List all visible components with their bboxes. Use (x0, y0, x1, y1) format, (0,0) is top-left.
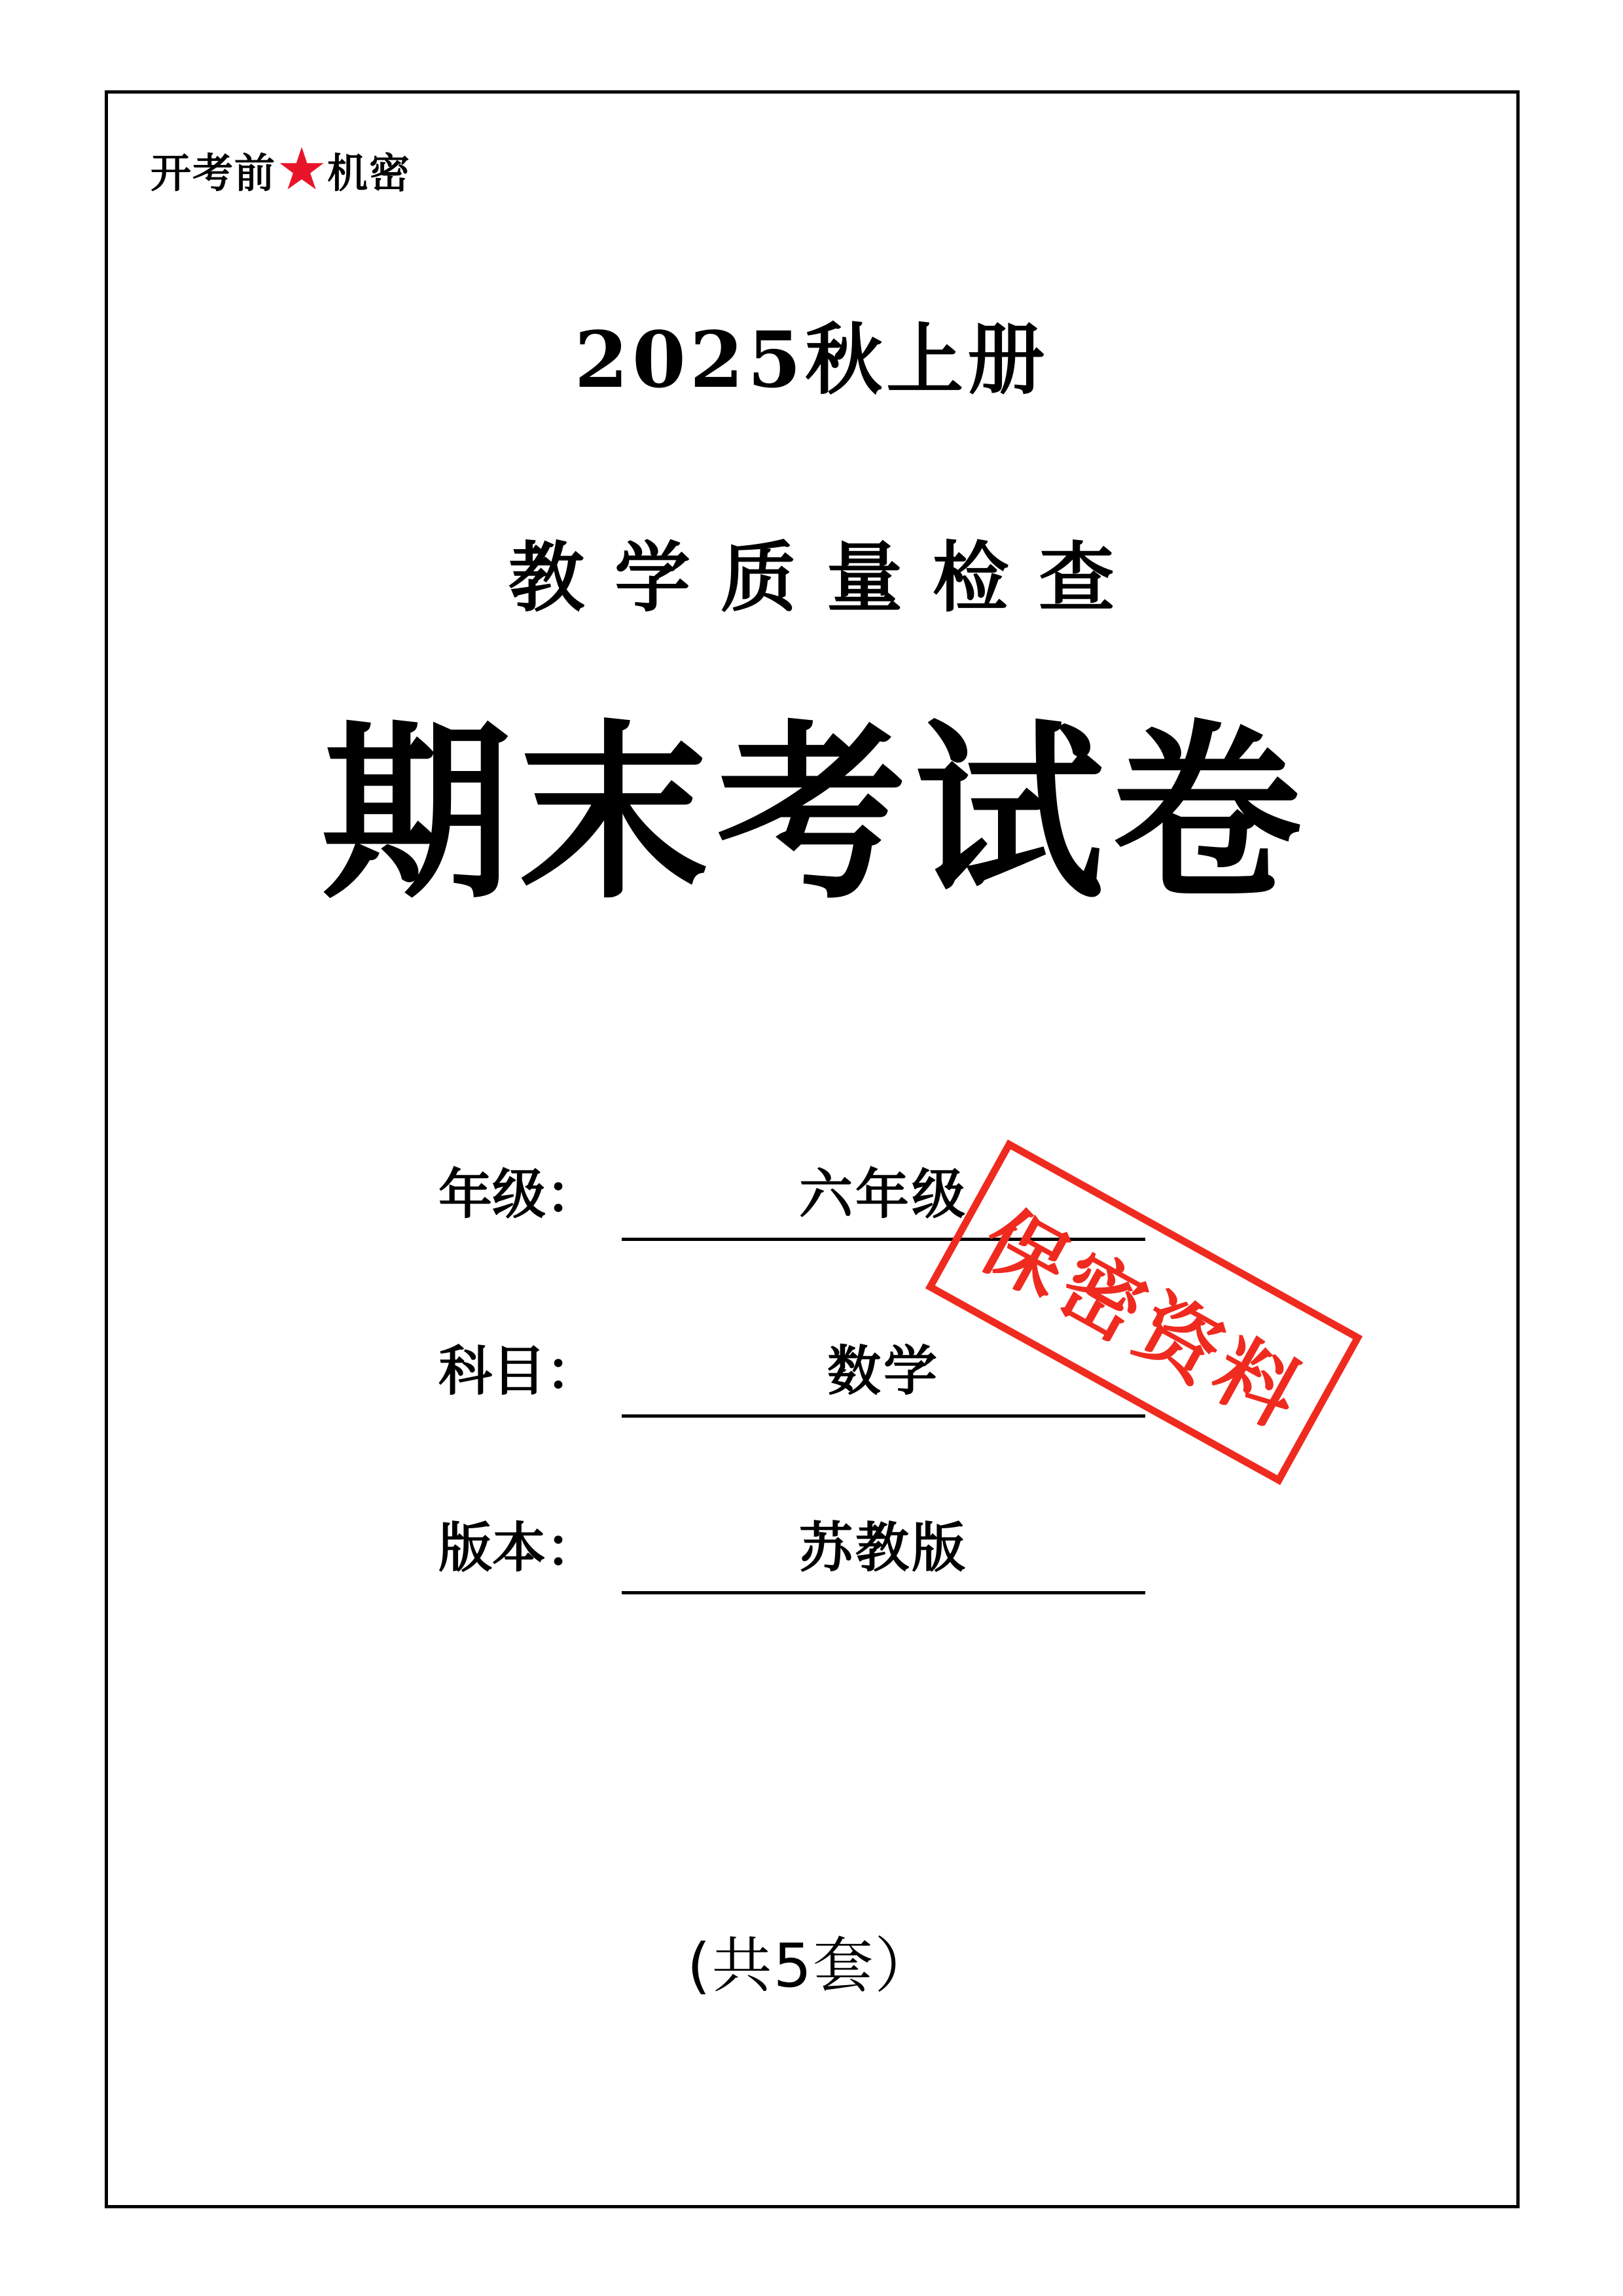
field-value-grade: 六年级 (798, 1163, 968, 1226)
subtitle: 教学质量检查 (508, 533, 1145, 622)
field-value-subject: 数学 (827, 1340, 940, 1403)
field-label-grade: 年级： (438, 1163, 600, 1226)
field-label-subject: 科目： (438, 1340, 600, 1403)
field-row-edition (419, 1505, 1171, 1682)
term-title: 2025秋上册 (574, 314, 1049, 405)
field-underline-edition (622, 1505, 1145, 1594)
field-label-edition: 版本： (438, 1516, 600, 1579)
confidential-text-before: 开考前 (151, 149, 277, 197)
confidential-text-after: 机密 (327, 149, 412, 197)
confidential-marker (151, 141, 411, 199)
set-count: (共5套） (687, 1931, 936, 2001)
field-value-edition: 苏教版 (798, 1516, 968, 1579)
red-star-icon (279, 147, 325, 193)
confidential-stamp-label: 保密资料 (965, 1193, 1321, 1448)
page-title: 期末考试卷 (321, 704, 1310, 925)
